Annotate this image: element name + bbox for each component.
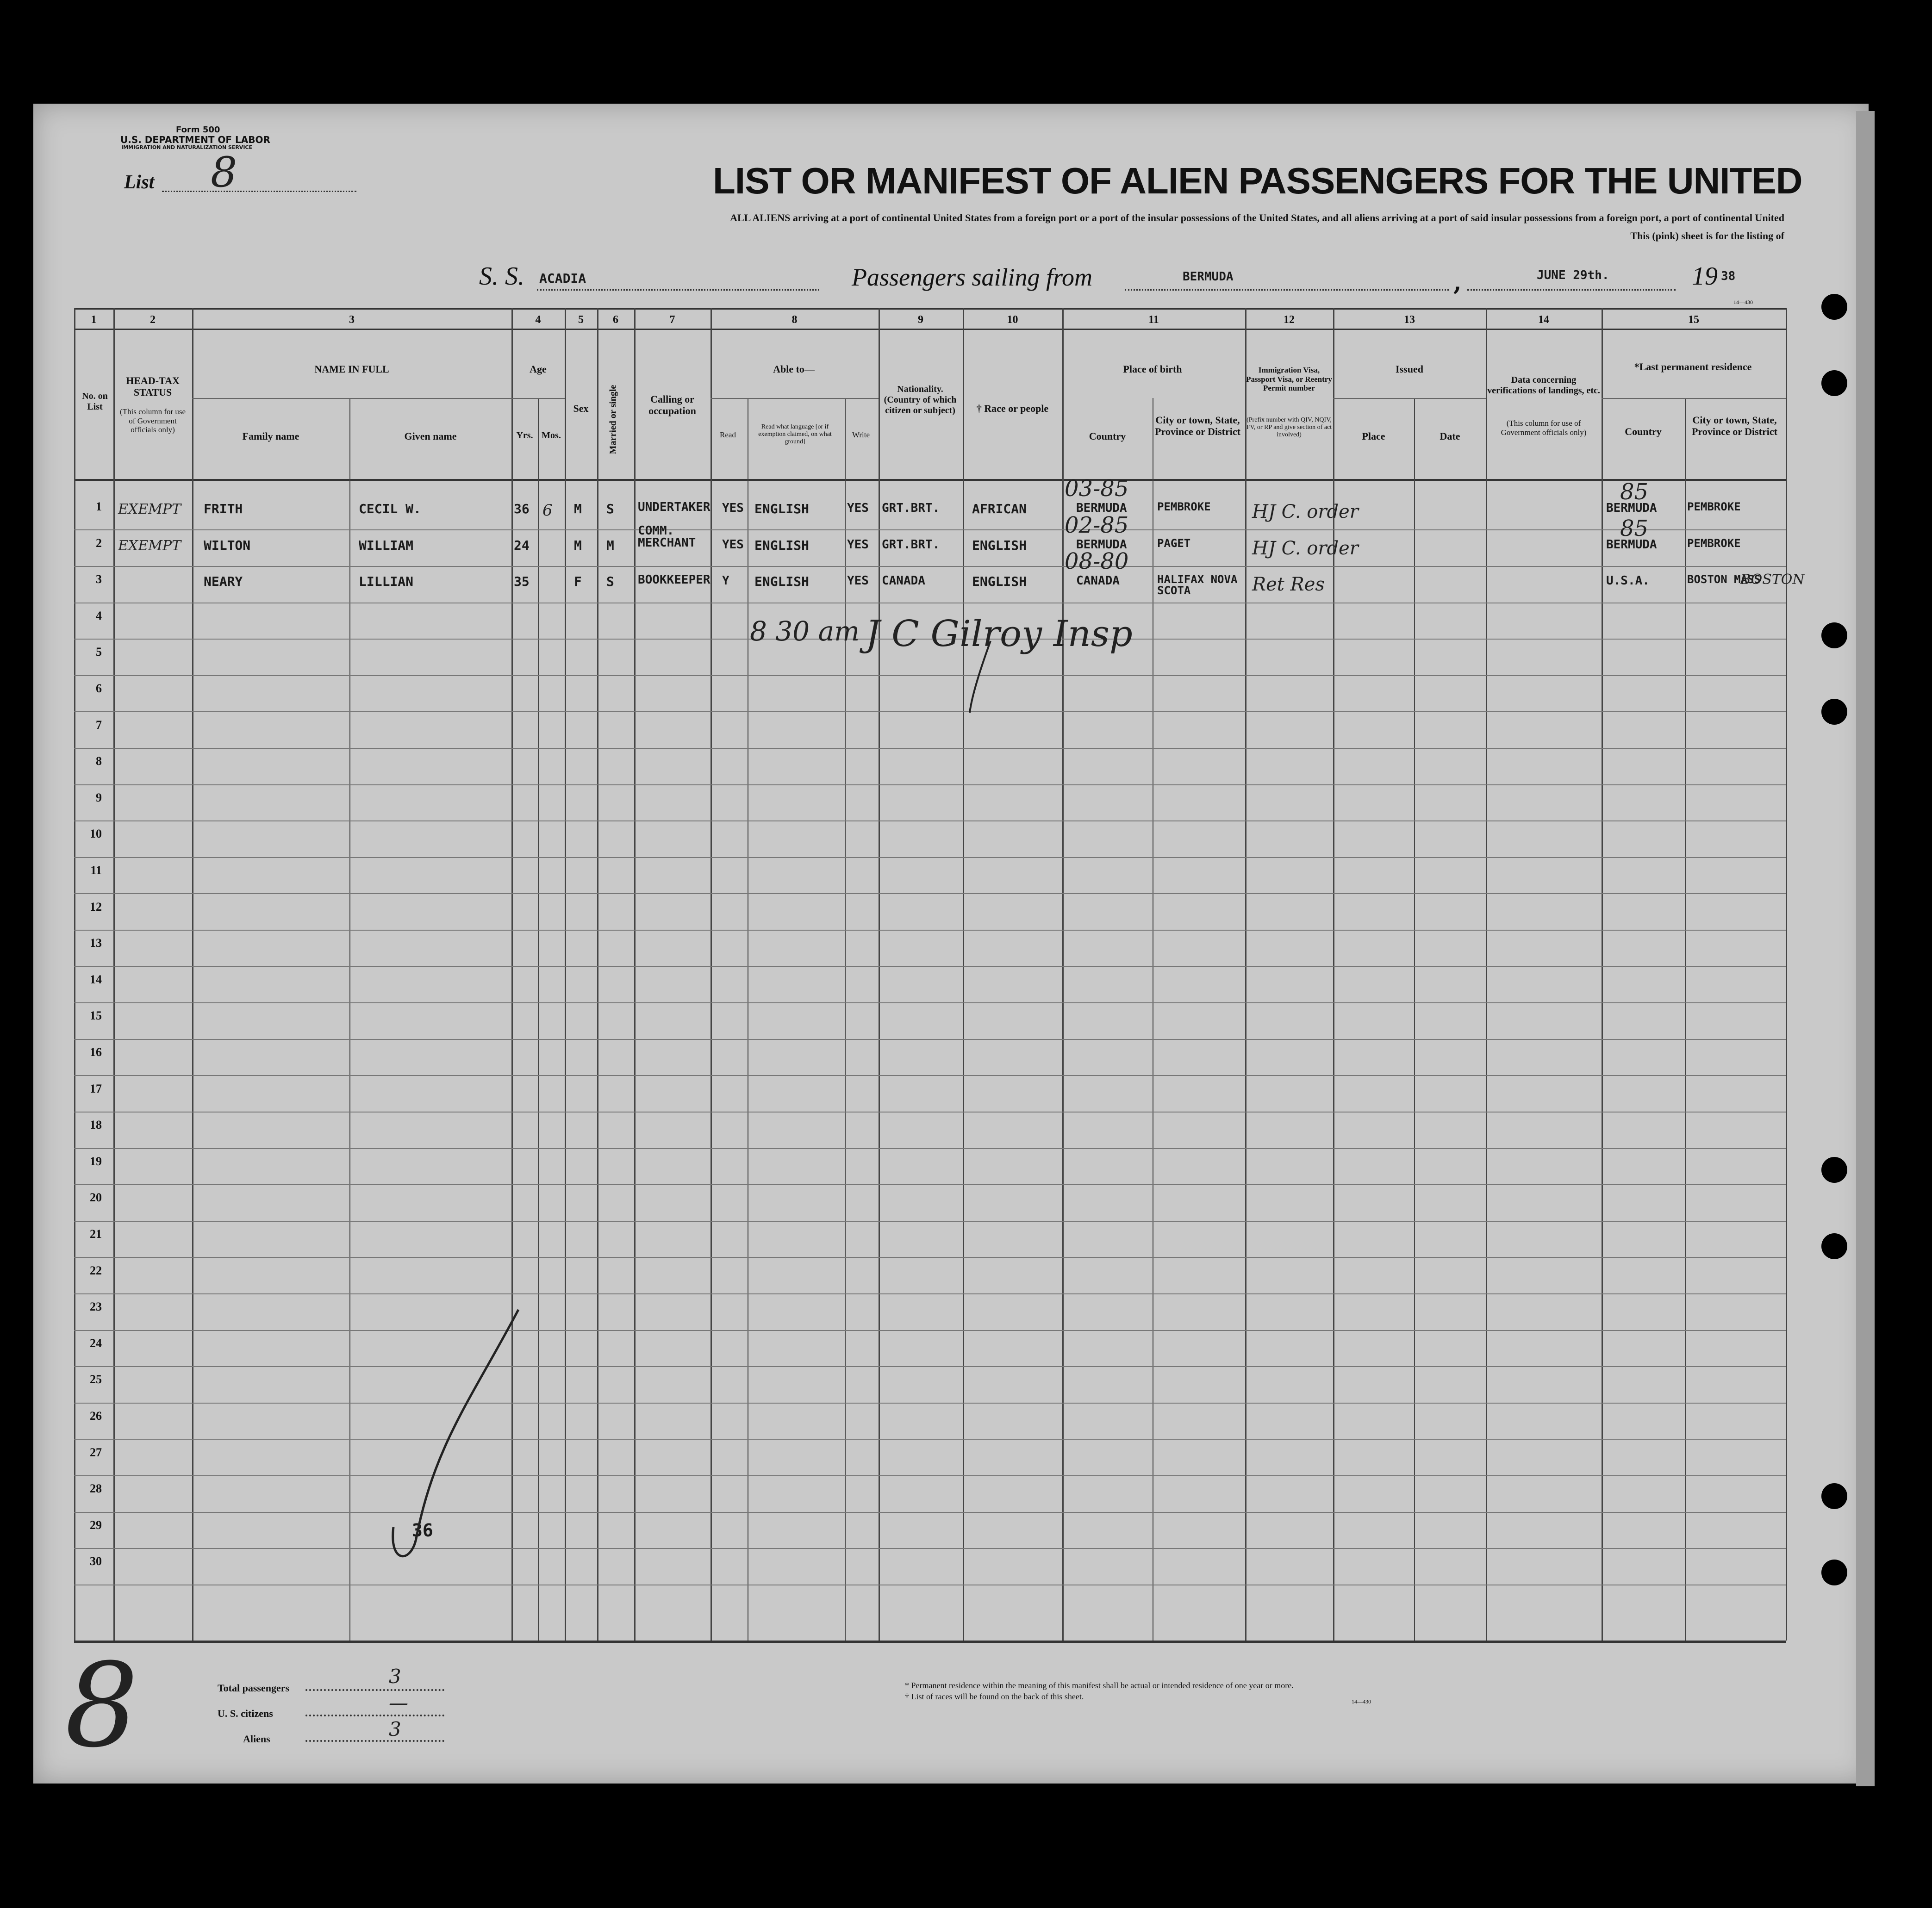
birth-city: PEMBROKE <box>1157 500 1211 513</box>
row-number: 30 <box>90 1554 102 1568</box>
family-name: WILTON <box>204 537 251 553</box>
hdr-nationality: Nationality. (Country of which citizen or subject) <box>884 384 957 416</box>
hdr-landings: Data concerning verifications of landings, etc. <box>1487 375 1600 396</box>
subheader-divider <box>1602 398 1786 399</box>
hdr-res-country: Country <box>1625 426 1662 437</box>
row-divider <box>74 1475 1786 1476</box>
hdr-landings-note: (This column for use of Government officials only) <box>1501 419 1587 437</box>
nationality: GRT.BRT. <box>882 501 940 515</box>
column-number: 2 <box>150 314 156 326</box>
punch-hole <box>1821 1233 1847 1259</box>
hdr-read: Read <box>720 430 736 439</box>
can-read: Y <box>722 574 729 588</box>
read-language: ENGLISH <box>754 537 810 553</box>
row-divider <box>74 566 1786 567</box>
hdr-married: Married or single <box>608 385 618 454</box>
column-divider <box>113 308 115 1641</box>
birth-country: BERMUDA <box>1076 501 1127 515</box>
row-divider <box>74 1184 1786 1185</box>
column-number: 13 <box>1404 314 1415 326</box>
column-number: 4 <box>535 314 541 326</box>
row-divider <box>74 1148 1786 1149</box>
punch-hole <box>1821 1560 1847 1585</box>
total-passengers-line <box>305 1689 444 1691</box>
row-divider <box>74 711 1786 712</box>
subcolumn-divider <box>349 398 350 1641</box>
occupation: UNDERTAKER <box>638 500 710 514</box>
visa-number: HJ C. order <box>1252 501 1359 522</box>
given-name: WILLIAM <box>359 537 414 553</box>
subcolumn-divider <box>845 398 846 1641</box>
can-write: YES <box>847 537 869 552</box>
row-number: 6 <box>96 682 102 695</box>
punch-hole <box>1821 370 1847 396</box>
subcolumn-divider <box>1414 398 1415 1641</box>
row-number: 26 <box>90 1409 102 1423</box>
hdr-birth-city: City or town, State, Province or District <box>1155 414 1240 438</box>
residence-city: PEMBROKE <box>1687 500 1741 513</box>
row-divider <box>74 1293 1786 1294</box>
table-top-border <box>74 308 1786 310</box>
column-divider <box>74 308 75 1641</box>
hdr-birth-country: Country <box>1089 430 1126 442</box>
margin-number: 8 <box>65 1638 139 1773</box>
birth-annotation: 08-80 <box>1065 548 1129 575</box>
manifest-title: LIST OR MANIFEST OF ALIEN PASSENGERS FOR THE UNITED <box>713 160 1802 201</box>
column-number: 1 <box>91 314 97 326</box>
row-divider <box>74 1257 1786 1258</box>
sex: F <box>574 574 582 590</box>
can-write: YES <box>847 574 869 588</box>
visa-number: HJ C. order <box>1252 537 1359 559</box>
row-divider <box>74 893 1786 894</box>
given-name: LILLIAN <box>359 574 414 590</box>
row-number: 14 <box>90 972 102 986</box>
row-divider <box>74 1548 1786 1549</box>
hdr-race: † Race or people <box>976 403 1049 414</box>
family-name: NEARY <box>204 574 243 590</box>
form-code-top: 14—430 <box>1733 299 1753 305</box>
row-number: 8 <box>96 754 102 768</box>
row-number: 2 <box>96 536 102 550</box>
row-number: 3 <box>96 572 102 586</box>
row-divider <box>74 748 1786 749</box>
row-number: 16 <box>90 1045 102 1059</box>
occupation: BOOKKEEPER <box>638 573 710 587</box>
row-number: 21 <box>90 1227 102 1241</box>
given-name: CECIL W. <box>359 501 421 516</box>
row-number: 17 <box>90 1081 102 1095</box>
nationality: GRT.BRT. <box>882 537 940 552</box>
read-language: ENGLISH <box>754 574 810 590</box>
subheader-divider <box>710 398 879 399</box>
family-name: FRITH <box>204 501 243 516</box>
column-divider <box>1486 308 1487 1641</box>
age-months: 6 <box>542 501 553 520</box>
residence-annotation: BOSTON <box>1740 572 1805 588</box>
birth-city: HALIFAX NOVA SCOTA <box>1157 573 1238 597</box>
hdr-family-name: Family name <box>242 430 299 442</box>
row-divider <box>74 1366 1786 1367</box>
row-divider <box>74 857 1786 858</box>
birth-annotation: 02-85 <box>1065 512 1129 538</box>
hdr-last-residence: *Last permanent residence <box>1634 361 1752 373</box>
row-divider <box>74 820 1786 821</box>
sex: M <box>574 537 582 553</box>
check-mark-stroke <box>380 1305 528 1583</box>
hdr-read-language: Read what language [or if exemption claimed, on what ground] <box>758 423 832 446</box>
can-read: YES <box>722 537 744 552</box>
column-number: 10 <box>1007 314 1018 326</box>
column-number: 5 <box>578 314 584 326</box>
count-stamp: 36 <box>412 1520 433 1541</box>
footnote-residence: * Permanent residence within the meaning of this manifest shall be actual or intended residence of one year or more. <box>905 1681 1294 1690</box>
hdr-name-in-full: NAME IN FULL <box>314 363 389 375</box>
subheader-divider <box>192 398 511 399</box>
footnote-races: † List of races will be found on the back of this sheet. <box>905 1692 1084 1701</box>
birth-country: BERMUDA <box>1076 537 1127 552</box>
row-number: 4 <box>96 609 102 622</box>
column-number: 14 <box>1538 314 1549 326</box>
row-number: 18 <box>90 1118 102 1132</box>
subtitle-line-1: ALL ALIENS arriving at a port of continental United States from a foreign port or a port of the insular possessions of the United States, and all aliens arriving at a port of said insular possessions from a foreign port, a port of continental United <box>730 212 1784 224</box>
row-number: 5 <box>96 645 102 659</box>
manifest-sheet <box>33 104 1869 1784</box>
row-divider <box>74 1330 1786 1331</box>
residence-country: BERMUDA <box>1606 537 1657 552</box>
column-divider <box>565 308 566 1641</box>
read-language: ENGLISH <box>754 501 810 516</box>
ship-name: ACADIA <box>539 271 586 286</box>
time-annotation: 8 30 am <box>750 615 860 647</box>
table-bottom-border <box>74 1641 1786 1643</box>
race: AFRICAN <box>972 501 1027 516</box>
row-number: 29 <box>90 1518 102 1532</box>
hdr-yrs: Yrs. <box>516 430 533 441</box>
age-years: 36 <box>514 501 530 516</box>
hdr-sex: Sex <box>573 403 589 414</box>
footnote-code: 14—430 <box>1352 1698 1371 1705</box>
row-divider <box>74 966 1786 967</box>
row-number: 27 <box>90 1445 102 1459</box>
row-number: 20 <box>90 1191 102 1205</box>
date-line <box>1467 289 1676 291</box>
subheader-divider <box>511 398 565 399</box>
service: IMMIGRATION AND NATURALIZATION SERVICE <box>121 144 253 150</box>
list-line <box>162 191 356 192</box>
age-years: 35 <box>514 574 530 590</box>
residence-city: BOSTON MASS <box>1687 573 1761 586</box>
row-divider <box>74 1039 1786 1040</box>
column-number: 3 <box>349 314 355 326</box>
row-number: 22 <box>90 1263 102 1277</box>
column-number: 15 <box>1688 314 1699 326</box>
row-number: 15 <box>90 1009 102 1023</box>
residence-country: U.S.A. <box>1606 574 1650 588</box>
birth-country: CANADA <box>1076 574 1120 588</box>
can-write: YES <box>847 501 869 515</box>
column-divider <box>1786 308 1787 1641</box>
column-number-divider <box>74 329 1786 330</box>
row-divider <box>74 1439 1786 1440</box>
signature-flourish <box>963 639 1000 717</box>
hdr-visa-note: (Prefix number with QIV, NQIV, FV, or RP and give section of act involved) <box>1246 416 1332 439</box>
us-citizens-line <box>305 1715 444 1716</box>
row-number: 11 <box>90 864 102 877</box>
hdr-head-tax: HEAD-TAX STATUS <box>126 375 180 398</box>
row-number: 25 <box>90 1373 102 1386</box>
punch-hole <box>1821 1157 1847 1183</box>
us-citizens-label: U. S. citizens <box>218 1708 273 1719</box>
column-divider <box>597 308 598 1641</box>
column-divider <box>1062 308 1064 1641</box>
sailing-label: Passengers sailing from <box>852 263 1093 291</box>
hdr-res-city: City or town, State, Province or District <box>1692 414 1777 438</box>
comma: , <box>1453 268 1462 296</box>
total-passengers-value: 3 <box>389 1665 401 1688</box>
marital-status: M <box>606 537 614 553</box>
ss-label: S. S. <box>479 262 524 291</box>
marital-status: S <box>606 501 614 516</box>
column-number: 9 <box>918 314 923 326</box>
hdr-write: Write <box>852 430 870 439</box>
nationality: CANADA <box>882 574 925 588</box>
total-passengers-label: Total passengers <box>218 1682 290 1694</box>
hdr-calling: Calling or occupation <box>648 393 696 417</box>
column-divider <box>963 308 964 1641</box>
hdr-able-to: Able to— <box>773 363 815 375</box>
departure-date: JUNE 29th. <box>1537 268 1609 282</box>
hdr-head-tax-note: (This column for use of Government officials only) <box>119 407 186 435</box>
departure-port: BERMUDA <box>1183 270 1234 284</box>
hdr-given-name: Given name <box>404 430 457 442</box>
hdr-issued-date: Date <box>1440 430 1460 442</box>
subcolumn-divider <box>1685 398 1686 1641</box>
row-number: 24 <box>90 1336 102 1350</box>
hdr-issued-place: Place <box>1362 430 1385 442</box>
head-tax-status: EXEMPT <box>118 537 181 554</box>
row-number: 7 <box>96 718 102 732</box>
visa-number: Ret Res <box>1252 574 1325 596</box>
column-divider <box>192 308 193 1641</box>
row-divider <box>74 784 1786 785</box>
aliens-line <box>305 1740 444 1742</box>
row-number: 19 <box>90 1154 102 1168</box>
hdr-issued: Issued <box>1396 363 1423 375</box>
department: U.S. DEPARTMENT OF LABOR <box>120 134 270 145</box>
residence-city: PEMBROKE <box>1687 536 1741 550</box>
hdr-visa: Immigration Visa, Passport Visa, or Reentry Permit number <box>1246 366 1332 393</box>
port-line <box>1125 289 1449 291</box>
birth-annotation: 03-85 <box>1065 476 1129 502</box>
row-number: 23 <box>90 1300 102 1314</box>
year-suffix: 38 <box>1721 269 1736 283</box>
hdr-no-on-list: No. on List <box>82 391 108 412</box>
race: ENGLISH <box>972 537 1027 553</box>
list-label: List <box>124 172 155 193</box>
marital-status: S <box>606 574 614 590</box>
row-divider <box>74 675 1786 676</box>
hdr-mos: Mos. <box>542 430 561 441</box>
row-number: 12 <box>90 900 102 914</box>
residence-annotation: 85 <box>1620 515 1649 541</box>
inspector-signature: J C Gilroy Insp <box>866 613 1133 655</box>
race: ENGLISH <box>972 574 1027 590</box>
subtitle-line-2: This (pink) sheet is for the listing of <box>1630 230 1784 242</box>
year-prefix: 19 <box>1692 262 1718 291</box>
residence-country: BERMUDA <box>1606 501 1657 515</box>
subcolumn-divider <box>538 398 539 1641</box>
row-divider <box>74 1221 1786 1222</box>
row-divider <box>74 930 1786 931</box>
form-number: Form 500 <box>176 125 220 135</box>
age-years: 24 <box>514 537 530 553</box>
can-read: YES <box>722 501 744 515</box>
hdr-place-of-birth: Place of birth <box>1123 363 1182 375</box>
list-number: 8 <box>211 148 237 197</box>
residence-annotation: 85 <box>1620 479 1649 505</box>
sex: M <box>574 501 582 516</box>
column-divider <box>1602 308 1603 1641</box>
column-number: 6 <box>613 314 618 326</box>
birth-city: PAGET <box>1157 536 1191 550</box>
punch-hole <box>1821 294 1847 320</box>
sheet-edge <box>1856 111 1875 1786</box>
row-number: 1 <box>96 500 102 513</box>
row-number: 10 <box>90 827 102 841</box>
occupation: COMM. MERCHANT <box>638 523 696 550</box>
column-divider <box>634 308 636 1641</box>
punch-hole <box>1821 699 1847 725</box>
row-divider <box>74 1075 1786 1076</box>
head-tax-status: EXEMPT <box>118 501 181 517</box>
aliens-value: 3 <box>389 1718 401 1740</box>
column-number: 7 <box>669 314 675 326</box>
subheader-divider <box>1333 398 1486 399</box>
row-number: 9 <box>96 790 102 804</box>
row-divider <box>74 1002 1786 1003</box>
row-divider <box>74 529 1786 530</box>
row-number: 13 <box>90 936 102 950</box>
aliens-label: Aliens <box>243 1733 270 1745</box>
hdr-age: Age <box>530 363 547 375</box>
us-citizens-value: — <box>389 1691 408 1714</box>
row-divider <box>74 1512 1786 1513</box>
ship-line <box>537 289 819 291</box>
row-number: 28 <box>90 1482 102 1496</box>
header-bottom-border <box>74 479 1786 481</box>
punch-hole <box>1821 622 1847 648</box>
column-number: 8 <box>791 314 798 326</box>
column-divider <box>879 308 880 1641</box>
column-number: 12 <box>1284 314 1295 326</box>
punch-hole <box>1821 1483 1847 1509</box>
column-number: 11 <box>1148 314 1159 326</box>
row-divider <box>74 1403 1786 1404</box>
